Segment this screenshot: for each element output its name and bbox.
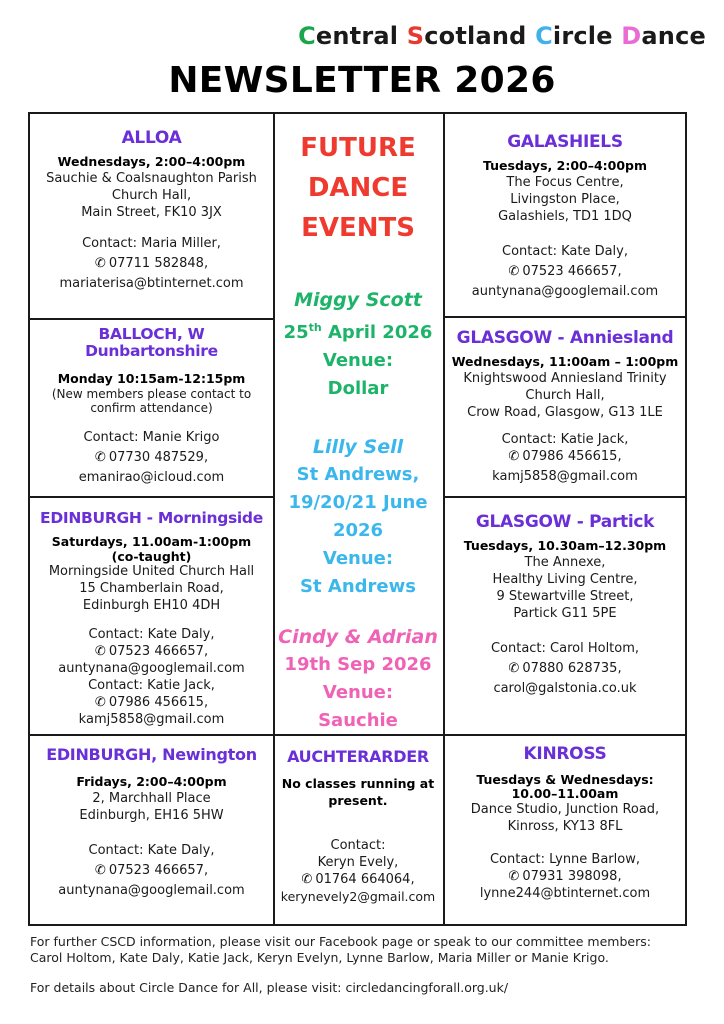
newsletter-title: NEWSLETTER 2026 — [168, 60, 556, 101]
kinross-section — [443, 746, 687, 902]
alloa-address: Sauchie & Coalsnaughton Parish — [46, 171, 257, 186]
partick-address: 9 Stewartville Street, — [496, 589, 634, 604]
grid-divider — [443, 316, 687, 318]
event-venue: Dollar — [327, 378, 389, 399]
kinross-day: Tuesdays & Wednesdays: — [476, 772, 654, 787]
event-venue: St Andrews — [300, 576, 416, 597]
kinross-email: lynne244@btinternet.com — [479, 886, 651, 901]
morningside-address: Edinburgh EH10 4DH — [82, 598, 221, 613]
newington-address: Edinburgh, EH16 5HW — [79, 808, 224, 823]
morningside-address: 15 Chamberlain Road, — [79, 581, 224, 596]
brand-letter-d: D — [621, 22, 642, 50]
anniesland-address: Knightswood Anniesland Trinity — [463, 371, 667, 386]
galashiels-title: GALASHIELS — [507, 132, 623, 152]
galashiels-address: Livingston Place, — [510, 192, 620, 207]
event-place: St Andrews, — [296, 464, 420, 485]
galashiels-section — [443, 134, 687, 300]
anniesland-email: kamj5858@gmail.com — [492, 469, 638, 484]
kinross-phone: 07931 398098, — [522, 869, 622, 884]
newington-phone: 07523 466657, — [108, 863, 209, 878]
grid-divider — [30, 318, 273, 320]
brand-title — [298, 22, 706, 50]
footer-info: For further CSCD information, please visit our Facebook page or speak to our committee members: — [30, 934, 651, 949]
footer-members: Carol Holtom, Kate Daly, Katie Jack, Keryn Evelyn, Lynne Barlow, Maria Miller or Manie Krigo. — [30, 950, 609, 965]
brand-word: ircle — [552, 22, 622, 50]
kinross-address: Dance Studio, Junction Road, — [470, 802, 660, 817]
phone-icon: ✆ — [94, 863, 106, 878]
alloa-title: ALLOA — [121, 128, 182, 148]
partick-contact: Contact: Carol Holtom, — [490, 641, 640, 656]
event-date: 19th Sep 2026 — [284, 654, 432, 675]
partick-phone: 07880 628735, — [522, 661, 622, 676]
auchterarder-name: Keryn Evely, — [317, 855, 399, 870]
auchterarder-email: kerynevely2@gmail.com — [280, 889, 436, 904]
event-date-month: April 2026 — [321, 322, 433, 343]
balloch-section — [30, 326, 273, 486]
newington-title: EDINBURGH, Newington — [46, 745, 257, 764]
event-name: Cindy & Adrian — [278, 626, 438, 648]
auchterarder-phone: 01764 664064, — [315, 872, 415, 887]
partick-address: The Annexe, — [524, 555, 606, 570]
event-venue-label: Venue: — [322, 350, 394, 371]
grid-divider — [30, 496, 273, 498]
auchterarder-title: AUCHTERARDER — [287, 747, 429, 766]
footer-link: For details about Circle Dance for All, please visit: circledancingforall.org.uk/ — [30, 980, 509, 995]
partick-section — [443, 514, 687, 697]
morningside-phone: 07523 466657, — [108, 644, 209, 659]
event-name: Miggy Scott — [294, 289, 422, 311]
future-title: FUTURE — [300, 133, 416, 163]
brand-word: entral — [315, 22, 407, 50]
partick-title: GLASGOW - Partick — [475, 512, 655, 532]
morningside-email: auntynana@googlemail.com — [58, 661, 245, 676]
auchterarder-note: No classes running at — [281, 776, 435, 791]
partick-address: Partick G11 5PE — [513, 606, 617, 621]
alloa-phone: 07711 582848, — [108, 256, 209, 271]
anniesland-phone: 07986 456615, — [522, 449, 622, 464]
balloch-contact: Contact: Manie Krigo — [83, 430, 220, 445]
phone-icon: ✆ — [94, 256, 106, 271]
balloch-note: confirm attendance) — [90, 401, 213, 415]
partick-day: Tuesdays, 10.30am–12.30pm — [463, 538, 667, 553]
morningside-phone: 07986 456615, — [108, 695, 209, 710]
balloch-email: emanirao@icloud.com — [78, 470, 225, 485]
newington-address: 2, Marchhall Place — [92, 791, 211, 806]
brand-letter-s: S — [406, 22, 425, 50]
kinross-time: 10.00–11.00am — [511, 786, 619, 801]
auchterarder-contact: Contact: — [330, 838, 386, 853]
balloch-note: (New members please contact to — [51, 387, 252, 401]
alloa-contact: Contact: Maria Miller, — [82, 236, 221, 251]
anniesland-contact: Contact: Katie Jack, — [501, 432, 629, 447]
phone-icon: ✆ — [301, 872, 313, 887]
alloa-address: Church Hall, — [111, 188, 192, 203]
brand-word: cotland — [424, 22, 536, 50]
newington-contact: Contact: Kate Daly, — [88, 843, 215, 858]
anniesland-title: GLASGOW - Anniesland — [456, 328, 674, 348]
auchterarder-section — [273, 748, 443, 905]
footer — [30, 934, 700, 996]
morningside-day: Saturdays, 11.00am-1:00pm — [51, 534, 252, 549]
phone-icon: ✆ — [508, 449, 520, 464]
phone-icon: ✆ — [508, 661, 520, 676]
event-date: 19/20/21 June — [288, 492, 428, 513]
balloch-day: Monday 10:15am-12:15pm — [57, 371, 246, 386]
kinross-title: KINROSS — [523, 744, 607, 764]
morningside-title: EDINBURGH - Morningside — [40, 509, 263, 527]
anniesland-day: Wednesdays, 11:00am – 1:00pm — [451, 354, 679, 369]
phone-icon: ✆ — [508, 264, 520, 279]
galashiels-address: The Focus Centre, — [506, 175, 624, 190]
balloch-title: BALLOCH, W Dunbartonshire — [85, 325, 218, 360]
phone-icon: ✆ — [508, 869, 520, 884]
future-title: EVENTS — [301, 213, 415, 243]
kinross-contact: Contact: Lynne Barlow, — [489, 852, 640, 867]
newington-email: auntynana@googlemail.com — [58, 883, 245, 898]
brand-word: ance — [641, 22, 706, 50]
newington-day: Fridays, 2:00–4:00pm — [76, 774, 227, 789]
galashiels-email: auntynana@googlemail.com — [471, 284, 659, 299]
anniesland-address: Crow Road, Glasgow, G13 1LE — [467, 405, 663, 420]
morningside-day-note: (co-taught) — [111, 549, 192, 564]
event-venue-label: Venue: — [322, 682, 394, 703]
phone-icon: ✆ — [94, 450, 106, 465]
alloa-day: Wednesdays, 2:00–4:00pm — [57, 154, 246, 169]
partick-email: carol@galstonia.co.uk — [493, 681, 637, 696]
event-date-suffix: th — [308, 321, 322, 334]
alloa-email: mariaterisa@btinternet.com — [59, 276, 244, 291]
galashiels-phone: 07523 466657, — [522, 264, 622, 279]
auchterarder-note: present. — [328, 793, 388, 808]
morningside-contact: Contact: Kate Daly, — [88, 627, 215, 642]
anniesland-section — [443, 330, 687, 485]
class-grid — [28, 112, 687, 926]
event-date-day: 25 — [283, 322, 309, 343]
newington-section — [30, 746, 273, 899]
anniesland-address: Church Hall, — [525, 388, 605, 403]
galashiels-address: Galashiels, TD1 1DQ — [498, 209, 632, 224]
event-name: Lilly Sell — [312, 436, 404, 458]
morningside-contact: Contact: Katie Jack, — [88, 678, 215, 693]
balloch-phone: 07730 487529, — [108, 450, 209, 465]
event-venue-label: Venue: — [322, 548, 394, 569]
grid-divider — [443, 734, 687, 736]
galashiels-day: Tuesdays, 2:00–4:00pm — [482, 158, 648, 173]
phone-icon: ✆ — [94, 695, 106, 710]
grid-divider — [30, 734, 273, 736]
phone-icon: ✆ — [94, 644, 106, 659]
galashiels-contact: Contact: Kate Daly, — [502, 244, 628, 259]
kinross-address: Kinross, KY13 8FL — [507, 819, 623, 834]
alloa-address: Main Street, FK10 3JX — [81, 205, 222, 220]
future-events — [273, 128, 443, 735]
morningside-address: Morningside United Church Hall — [48, 564, 255, 579]
alloa-section — [30, 130, 273, 292]
brand-letter-c2: C — [535, 22, 553, 50]
morningside-section — [30, 510, 273, 728]
brand-letter-c: C — [298, 22, 316, 50]
partick-address: Healthy Living Centre, — [492, 572, 638, 587]
grid-divider — [443, 496, 687, 498]
event-date: 2026 — [332, 520, 384, 541]
morningside-email: kamj5858@gmail.com — [78, 712, 225, 727]
future-title: DANCE — [307, 173, 409, 203]
event-venue: Sauchie — [318, 710, 398, 731]
event-date — [273, 314, 443, 347]
